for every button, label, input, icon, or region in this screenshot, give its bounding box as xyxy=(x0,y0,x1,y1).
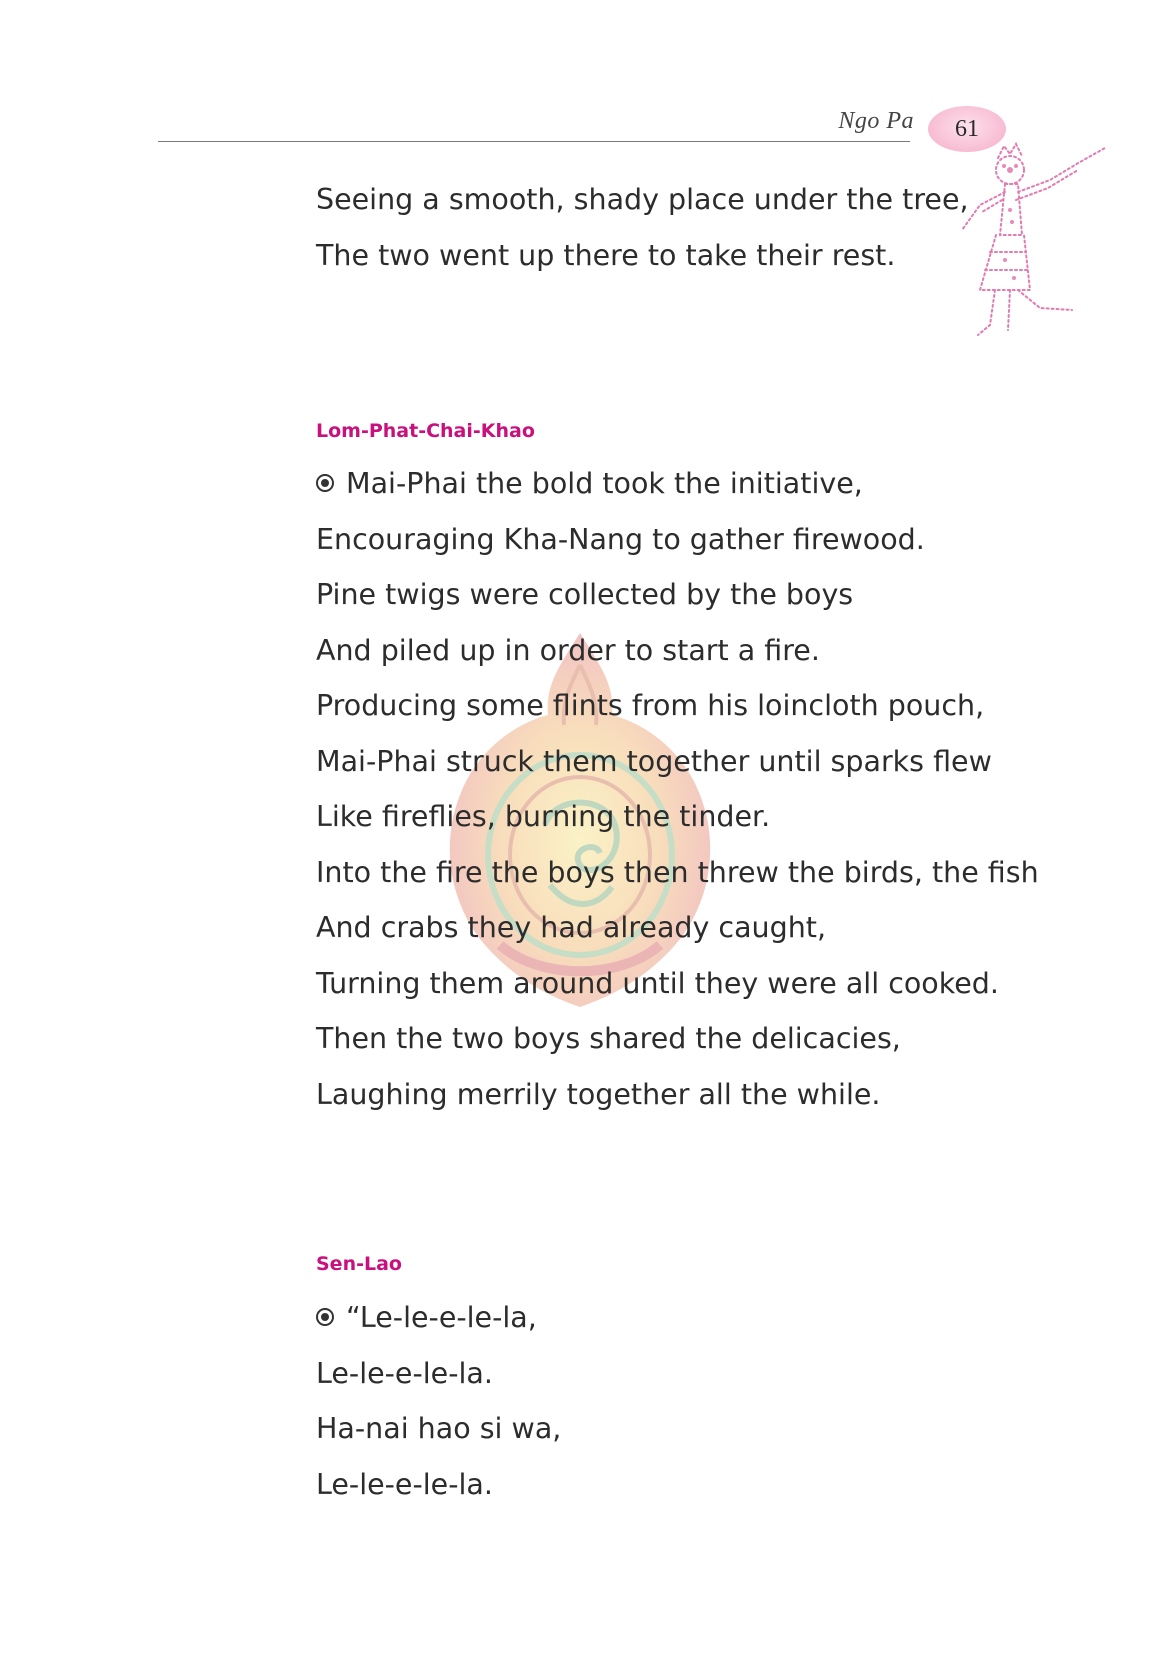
verse-line: And piled up in order to start a fire. xyxy=(316,633,820,667)
verse-line: Pine twigs were collected by the boys xyxy=(316,578,854,611)
verse-line: Le-le-e-le-la. xyxy=(316,1467,493,1501)
running-title: Ngo Pa xyxy=(838,108,914,134)
verse-line: Then the two boys shared the delicacies, xyxy=(316,1022,901,1055)
section-heading-lom-phat-chai-khao: Lom-Phat-Chai-Khao xyxy=(316,420,535,442)
verse-line-text: Mai-Phai the bold took the initiative, xyxy=(346,467,863,500)
verse-line-first xyxy=(316,1290,561,1346)
verse-line: Laughing merrily together all the while. xyxy=(316,1077,881,1111)
verse-line: Encouraging Kha-Nang to gather firewood. xyxy=(316,522,925,556)
verse-line: Turning them around until they were all cooked. xyxy=(316,966,999,1000)
verse-line-first xyxy=(316,456,1039,512)
verse-line: Producing some flints from his loincloth pouch, xyxy=(316,689,985,722)
verse-line: Ha-nai hao si wa, xyxy=(316,1412,562,1445)
verse-line: Le-le-e-le-la. xyxy=(316,1356,493,1390)
intro-block xyxy=(316,172,969,283)
circled-dot-bullet-icon xyxy=(316,1308,334,1326)
verse-line: And crabs they had already caught, xyxy=(316,911,827,944)
section-heading-sen-lao: Sen-Lao xyxy=(316,1253,402,1275)
verse-line-text: “Le-le-e-le-la, xyxy=(346,1301,537,1334)
circled-dot-bullet-icon xyxy=(316,474,334,492)
page-number: 61 xyxy=(955,115,979,142)
verse-line: Into the fire the boys then threw the birds, the fish xyxy=(316,855,1039,889)
section1-verse xyxy=(316,456,1039,1122)
verse-line: The two went up there to take their rest. xyxy=(316,238,896,272)
header-rule xyxy=(158,141,910,142)
verse-line: Seeing a smooth, shady place under the tree, xyxy=(316,183,969,216)
section2-verse xyxy=(316,1290,561,1512)
verse-line: Like fireflies, burning the tinder. xyxy=(316,800,771,833)
thai-dancer-illustration xyxy=(950,140,1120,350)
verse-line: Mai-Phai struck them together until sparks flew xyxy=(316,744,992,778)
